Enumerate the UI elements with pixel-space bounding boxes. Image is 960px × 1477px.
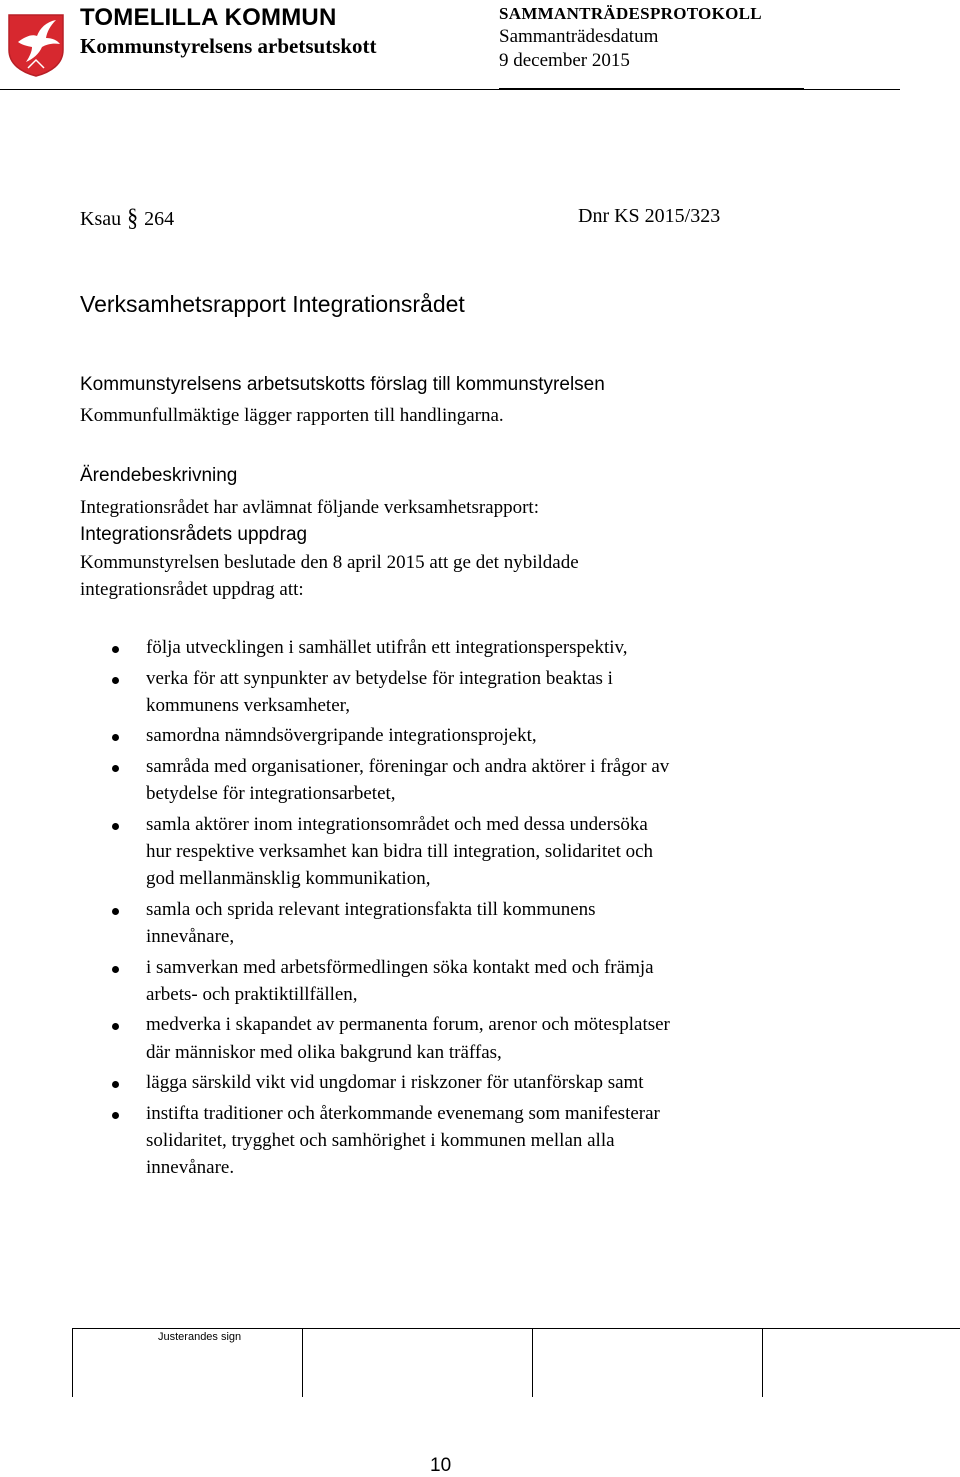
- list-item-line: samråda med organisationer, föreningar och andra aktörer i frågor av: [146, 755, 670, 777]
- document-type: SAMMANTRÄDESPROTOKOLL: [499, 4, 762, 23]
- header-divider-accent: [499, 88, 804, 90]
- municipality-name: TOMELILLA KOMMUN: [80, 4, 337, 31]
- section-symbol: §: [127, 203, 139, 232]
- case-prefix: Ksau: [80, 208, 122, 230]
- list-item-line: medverka i skapandet av permanenta forum, arenor och mötesplatser: [146, 1014, 670, 1036]
- bullet-marker: [112, 1112, 119, 1119]
- bullet-marker: [112, 734, 119, 741]
- assignment-subheading: Integrationsrådets uppdrag: [80, 524, 308, 545]
- description-line: Kommunstyrelsen beslutade den 8 april 2015 att ge det nybildade: [80, 552, 579, 573]
- bullet-marker: [112, 823, 119, 830]
- bullet-marker: [112, 908, 119, 915]
- bullet-marker: [112, 765, 119, 772]
- list-item-line: betydelse för integrationsarbetet,: [146, 783, 396, 805]
- page-title: Verksamhetsrapport Integrationsrådet: [80, 291, 465, 317]
- description-line: integrationsrådet uppdrag att:: [80, 579, 304, 600]
- bullet-marker: [112, 1081, 119, 1088]
- list-item-line: hur respektive verksamhet kan bidra till integration, solidaritet och: [146, 840, 654, 862]
- proposal-text: Kommunfullmäktige lägger rapporten till handlingarna.: [80, 405, 504, 426]
- signature-label: Justerandes sign: [158, 1331, 242, 1343]
- list-item-line: i samverkan med arbetsförmedlingen söka kontakt med och främja: [146, 956, 654, 978]
- list-item-line: samordna nämndsövergripande integrationsprojekt,: [146, 725, 537, 747]
- list-item-line: samla aktörer inom integrationsområdet och med dessa undersöka: [146, 813, 648, 835]
- bullet-marker: [112, 1023, 119, 1030]
- signature-cell-border: [532, 1329, 533, 1397]
- bullet-marker: [112, 966, 119, 973]
- signature-cell-border: [762, 1329, 763, 1397]
- signature-cell-border: [302, 1329, 303, 1397]
- signature-table-top: [72, 1328, 960, 1329]
- page-number: 10: [430, 1455, 452, 1476]
- committee-name: Kommunstyrelsens arbetsutskott: [80, 34, 377, 58]
- list-item-line: instifta traditioner och återkommande evenemang som manifesterar: [146, 1102, 660, 1124]
- list-item-line: följa utvecklingen i samhället utifrån ett integrationsperspektiv,: [146, 637, 628, 658]
- meeting-date: 9 december 2015: [499, 50, 630, 71]
- description-intro: Integrationsrådet har avlämnat följande verksamhetsrapport:: [80, 497, 539, 518]
- list-item-line: samla och sprida relevant integrationsfakta till kommunens: [146, 898, 596, 920]
- list-item-line: innevånare.: [146, 1157, 235, 1179]
- description-heading: Ärendebeskrivning: [80, 465, 238, 486]
- proposal-heading: Kommunstyrelsens arbetsutskotts förslag till kommunstyrelsen: [80, 374, 605, 395]
- list-item-line: innevånare,: [146, 926, 235, 947]
- case-number: [80, 205, 174, 231]
- signature-cell-border: [72, 1329, 73, 1397]
- registration-number: Dnr KS 2015/323: [578, 205, 721, 227]
- list-item-line: där människor med olika bakgrund kan träffas,: [146, 1041, 502, 1063]
- list-item-line: kommunens verksamheter,: [146, 694, 350, 716]
- list-item-line: arbets- och praktiktillfällen,: [146, 983, 358, 1005]
- coat-of-arms-icon: [6, 12, 66, 78]
- bullet-marker: [112, 646, 119, 653]
- meeting-date-label: Sammanträdesdatum: [499, 26, 659, 47]
- list-item-line: solidaritet, trygghet och samhörighet i kommunen mellan alla: [146, 1129, 615, 1151]
- list-item-line: verka för att synpunkter av betydelse för integration beaktas i: [146, 667, 613, 689]
- bullet-marker: [112, 677, 119, 684]
- list-item-line: lägga särskild vikt vid ungdomar i riskzoner för utanförskap samt: [146, 1072, 644, 1094]
- list-item-line: god mellanmänsklig kommunikation,: [146, 868, 431, 890]
- case-paragraph-number: 264: [144, 208, 175, 230]
